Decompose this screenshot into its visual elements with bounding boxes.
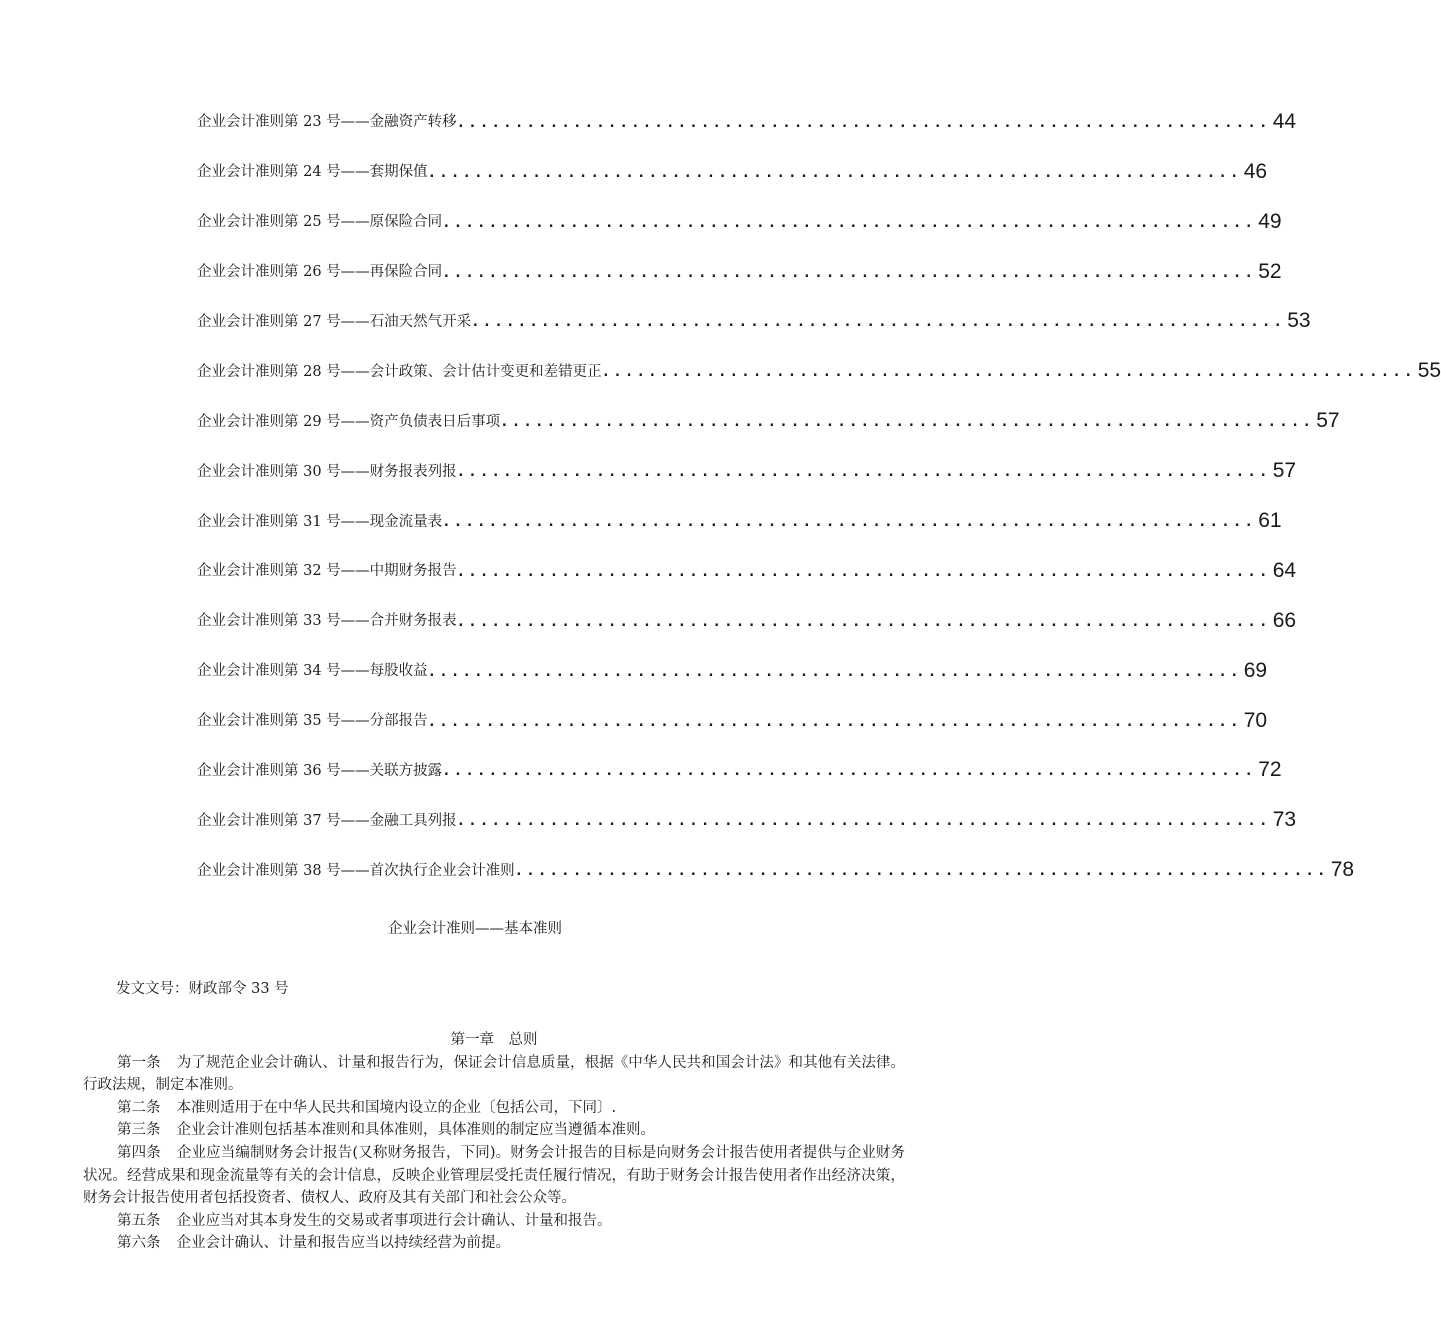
toc-page-number: 78 (1330, 858, 1355, 882)
article-text: 企业会计准则包括基本准则和具体准则，具体准则的制定应当遵循本准则。 (176, 1122, 655, 1139)
toc-entry[interactable] (197, 531, 1297, 582)
toc-entry-title: 企业会计准则第 30 号——财务报表列报 (197, 463, 457, 480)
document-title: 企业会计准则——基本准则 (388, 921, 562, 937)
toc-entry[interactable] (197, 132, 1268, 183)
article-label: 第五条 (117, 1212, 161, 1229)
table-of-contents (197, 82, 1441, 882)
toc-leader-dots: ...................................................................... (442, 214, 1257, 231)
toc-leader-dots: ...................................................................... (427, 713, 1242, 730)
article-label: 第四条 (117, 1144, 161, 1161)
toc-page-number: 64 (1272, 558, 1297, 582)
toc-page-number: 66 (1272, 608, 1297, 632)
toc-entry[interactable] (197, 182, 1282, 233)
toc-page-number: 69 (1243, 658, 1268, 682)
toc-page-number: 57 (1316, 409, 1340, 433)
toc-entry-title: 企业会计准则第 26 号——再保险合同 (197, 264, 443, 281)
article-label: 第二条 (117, 1099, 161, 1116)
article-paragraph (83, 1052, 905, 1097)
article-paragraph (83, 1210, 905, 1233)
toc-page-number: 73 (1272, 808, 1297, 832)
toc-leader-dots: ...................................................................... (456, 613, 1271, 630)
toc-leader-dots: ...................................................................... (601, 364, 1416, 381)
toc-page-number: 55 (1417, 359, 1441, 383)
toc-entry-title: 企业会计准则第 36 号——关联方披露 (197, 762, 443, 779)
toc-entry-title: 企业会计准则第 24 号——套期保值 (197, 164, 428, 181)
toc-entry-title: 企业会计准则第 32 号——中期财务报告 (197, 563, 457, 580)
document-body (83, 1029, 905, 1255)
toc-entry-title: 企业会计准则第 38 号——首次执行企业会计准则 (197, 862, 515, 879)
toc-entry-title: 企业会计准则第 25 号——原保险合同 (197, 214, 443, 231)
article-text: 企业应当编制财务会计报告(又称财务报告，下同)。财务会计报告的目标是向财务会计报告使用者提供与企业财务状况。经营成果和现金流量等有关的会计信息，反映企业管理层受托责任履行情况，有助于财务会计报告使用者作出经济决策，财务会计报告使用者包括投资者、债权人、政府及其有关部门和社会公众等。 (83, 1144, 906, 1207)
article-paragraph (83, 1232, 905, 1255)
article-paragraph (83, 1142, 905, 1210)
toc-entry[interactable] (197, 780, 1297, 832)
toc-leader-dots: ...................................................................... (456, 563, 1271, 580)
article-text: 企业应当对其本身发生的交易或者事项进行会计确认、计量和报告。 (176, 1212, 612, 1229)
toc-entry[interactable] (197, 481, 1282, 533)
article-text: 企业会计确认、计量和报告应当以持续经营为前提。 (176, 1235, 510, 1252)
document-number: 发文文号：财政部令 33 号 (116, 981, 289, 997)
article-label: 第三条 (117, 1122, 161, 1139)
toc-leader-dots: ...................................................................... (442, 264, 1257, 281)
toc-entry[interactable] (197, 731, 1282, 782)
toc-leader-dots: ...................................................................... (456, 813, 1271, 830)
toc-leader-dots: ...................................................................... (456, 464, 1271, 481)
toc-entry-title: 企业会计准则第 31 号——现金流量表 (197, 513, 443, 530)
toc-entry[interactable] (197, 82, 1297, 133)
toc-page-number: 52 (1258, 259, 1282, 283)
article-paragraph (83, 1097, 905, 1120)
toc-entry[interactable] (197, 681, 1268, 732)
toc-entry[interactable] (197, 631, 1268, 682)
toc-page-number: 53 (1287, 309, 1311, 333)
toc-entry-title: 企业会计准则第 23 号——金融资产转移 (197, 114, 457, 131)
toc-entry-title: 企业会计准则第 28 号——会计政策、会计估计变更和差错更正 (197, 363, 602, 380)
toc-entry[interactable] (197, 331, 1441, 383)
toc-leader-dots: ...................................................................... (427, 164, 1242, 181)
toc-page-number: 61 (1258, 509, 1282, 533)
article-label: 第六条 (117, 1235, 161, 1252)
toc-leader-dots: ...................................................................... (500, 414, 1315, 431)
article-label: 第一条 (117, 1054, 161, 1071)
toc-page-number: 44 (1272, 109, 1297, 133)
toc-page-number: 57 (1272, 459, 1297, 483)
article-text: 本准则适用于在中华人民共和国境内设立的企业〔包括公司，下同〕. (176, 1099, 617, 1116)
toc-entry[interactable] (197, 232, 1282, 283)
toc-page-number: 46 (1243, 159, 1268, 183)
toc-entry[interactable] (197, 381, 1340, 433)
article-paragraph (83, 1119, 905, 1142)
article-text: 为了规范企业会计确认、计量和报告行为，保证会计信息质量，根据《中华人民共和国会计法》和其他有关法律。行政法规，制定本准则。 (83, 1054, 905, 1094)
toc-entry[interactable] (197, 282, 1311, 333)
toc-page-number: 70 (1243, 708, 1268, 732)
toc-leader-dots: ...................................................................... (514, 863, 1329, 880)
toc-entry-title: 企业会计准则第 35 号——分部报告 (197, 713, 428, 730)
toc-leader-dots: ...................................................................... (456, 114, 1271, 131)
toc-entry-title: 企业会计准则第 33 号——合并财务报表 (197, 613, 457, 630)
toc-entry-title: 企业会计准则第 29 号——资产负债表日后事项 (197, 413, 501, 430)
toc-entry[interactable] (197, 830, 1355, 882)
toc-leader-dots: ...................................................................... (442, 763, 1257, 780)
chapter-heading: 第一章 总则 (450, 1032, 538, 1048)
toc-leader-dots: ...................................................................... (442, 514, 1257, 531)
toc-page-number: 49 (1258, 209, 1282, 233)
toc-leader-dots: ...................................................................... (471, 314, 1286, 331)
toc-entry-title: 企业会计准则第 27 号——石油天然气开采 (197, 313, 472, 330)
toc-entry[interactable] (197, 431, 1297, 483)
toc-page-number: 72 (1258, 758, 1282, 782)
toc-leader-dots: ...................................................................... (427, 663, 1242, 680)
toc-entry[interactable] (197, 581, 1297, 632)
toc-entry-title: 企业会计准则第 34 号——每股收益 (197, 663, 428, 680)
toc-entry-title: 企业会计准则第 37 号——金融工具列报 (197, 812, 457, 829)
